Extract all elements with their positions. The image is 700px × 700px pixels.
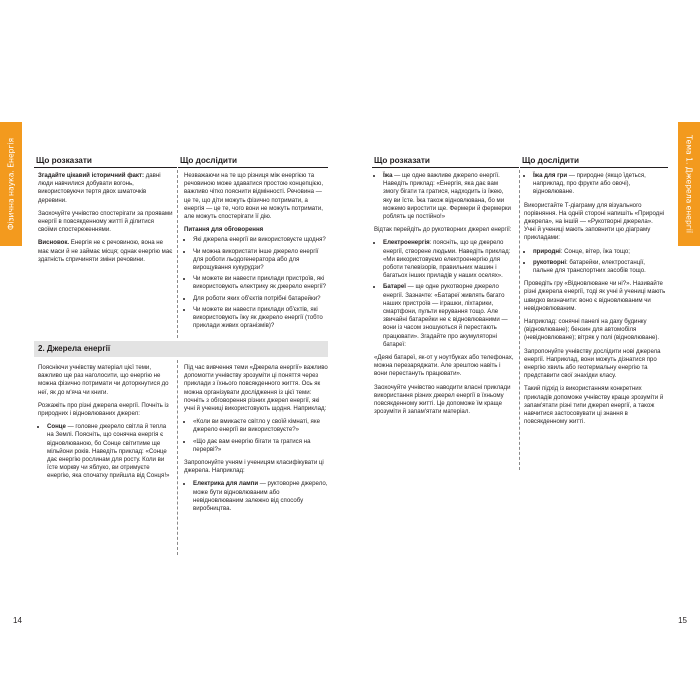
left-block2-col1 <box>38 364 173 486</box>
list-item: • Їжа — ще одне важливе джерело енергії. Наведіть приклад: «Енергія, яка дає вам змогу бігати та гратися, надходить із їжею, яку ви їсте. Їжа також відновлювана, бо ми можемо виростити ще. Фермери й фермерки роблять це постійно!» <box>383 172 514 221</box>
tdiagram-list <box>524 248 666 276</box>
list-item: • рукотворні: батарейки, електростанції, пальне для транспортних засобів тощо. <box>533 259 666 275</box>
list-item: • природні: Сонце, вітер, їжа тощо; <box>533 248 666 256</box>
column-divider <box>177 360 178 555</box>
paragraph: Заохочуйте учнівство спостерігати за проявами енергії в повсякденному житті й ділитися своїми спостереженнями. <box>38 209 173 234</box>
chapter-tab-right <box>678 122 700 246</box>
paragraph: Такий підхід із використанням конкретних прикладів допоможе учнівству краще зрозуміти й запам'ятати різні типи джерел енергії, а також навчитися застосовувати ці знання в повсякденному житті. <box>524 385 664 426</box>
column-header-explore: Що дослідити <box>520 154 668 168</box>
list-item: • Які джерела енергії ви використовуєте щодня? <box>193 236 328 244</box>
list-item: • Електроенергія: поясніть, що це джерело енергії, створене людьми. Наведіть приклад: «Ми використовуємо електроенергію для роботи телевізорів, правильних машин і багатьох інших приладів у наших оселях». <box>383 239 514 280</box>
list-item: • Їжа для гри — природне (якщо їдеться, наприклад, про фрукти або овочі), відновлюване. <box>533 172 666 197</box>
column-header-tell: Що розказати <box>34 154 177 168</box>
classify-list <box>184 480 328 513</box>
column-divider <box>519 170 520 470</box>
list-item: • Для роботи яких об'єктів потрібні батарейки? <box>193 295 328 303</box>
paragraph: «Деякі батареї, як-от у ноутбуках або телефонах, можна перезаряджати. Але зрештою навіть і вони перестануть працювати». <box>374 354 514 378</box>
list-item: • Чи можете ви навести приклади об'єктів, які використовують їжу як джерело енергії (тобто приклади живих організмів)? <box>193 306 328 331</box>
source-list <box>38 423 173 480</box>
list-item: • Сонце — головне джерело світла й тепла на Землі. Поясніть, що сонячна енергія є відновлюваною, бо Сонце світитиме ще мільйони років. Наведіть приклад: «Сонце дає енергію рослинам для росту. Коли ви їсте моркву чи яблуко, ви отримуєте енергію, яка спочатку прийшла від Сонця!» <box>47 423 173 480</box>
page-number-left: 14 <box>13 616 22 625</box>
question-list <box>184 418 328 454</box>
example-list <box>524 172 666 197</box>
left-block1-col2 <box>184 172 328 335</box>
left-block2-col2 <box>184 364 328 518</box>
list-item: • Батареї — ще одне рукотворне джерело енергії. Зазначте: «Батареї живлять багато наших пристроїв — іграшки, ліхтарики, смартфони, пульти керування тощо. Але звичайні батарейки не є відновлюваними — вони із часом зношуються й перестають працювати». Згадайте про акумуляторні батареї: <box>383 283 514 349</box>
paragraph: Запропонуйте учнівству дослідити нові джерела енергії. Наприклад, вони можуть дізнатися про енергію хвиль або геотермальну енергію та представити свої знахідки класу. <box>524 347 661 380</box>
paragraph: Використайте Т-діаграму для візуального порівняння. На одній стороні напишіть «Природні джерела», на іншій — «Рукотворні джерела». Учні й учениці мають заповнити цю діаграму прикладами: <box>524 201 665 242</box>
page-number-right: 15 <box>678 616 687 625</box>
chapter-tab-label: Тема 1. Джерела енергії <box>684 135 694 233</box>
paragraph: Згадайте цікавий історичний факт: давні люди навчилися добувати вогонь, використовуючи тертя двох шматочків деревини. <box>38 172 161 204</box>
paragraph: Розкажіть про різні джерела енергії. Почніть із природних і відновлюваних джерел: <box>38 401 169 418</box>
paragraph: Проведіть гру «Відновлюване чи ні?». Називайте різні джерела енергії, тоді як учні й учениці мають швидко визначити: воно є відновлюваним чи невідновлюваним. <box>524 280 666 312</box>
paragraph: Висновок. Енергія не є речовиною, вона не має маси й не займає місця; однак енергію має здатність спричиняти зміни речовини. <box>38 239 173 263</box>
paragraph: Запропонуйте учням і ученицям класифікувати ці джерела. Наприклад: <box>184 459 324 475</box>
list-item: • Чи можете ви навести приклади пристроїв, які використовують електрику як джерело енергії? <box>193 275 328 291</box>
chapter-tab-label: Фізична наука. Енергія <box>6 137 16 231</box>
list-item: • «Що дає вам енергію бігати та гратися на перерві?» <box>193 438 328 454</box>
column-header-explore: Що дослідити <box>178 154 328 168</box>
paragraph: Поясніючи учнівству матеріал цієї теми, важливо ще раз наголосити, що енергію не можна фізично потримати чи доторкнутися до неї, як до м'яча чи книги. <box>38 364 169 396</box>
list-item: • Електрика для лампи — руктоворне джерело, може бути відновлюваним або невідновлюваним залежно від способу виробництва. <box>193 480 328 513</box>
section-title-bar: 2. Джерела енергії <box>34 341 328 357</box>
paragraph: Під час вивчення теми «Джерела енергії» важливо допомогти учнівству зрозуміти ці поняття через приклади з їхнього повсякденного життя. Ось як можна організувати дослідження із цієї теми: почніть з обговорення різних джерел енергії, які учні й учениці використовують щодня. Наприклад: <box>184 364 328 413</box>
right-col2 <box>524 172 666 431</box>
discussion-subheading: Питання для обговорення <box>184 226 264 234</box>
chapter-tab-left <box>0 122 22 246</box>
paragraph: Незважаючи на те що різниця між енергією та речовиною може здаватися простою концепцією, важливо чітко пояснити відмінності. Речовина — це те, що діти можуть фізично потримати, а енергія — це те, чого вони не можуть потримати, але можуть спостерігати її дію. <box>184 172 324 221</box>
left-block1-col1 <box>38 172 173 269</box>
list-item: • «Коли ви вмикаєте світло у своїй кімнаті, яке джерело енергії ви використовуєте?» <box>193 418 328 434</box>
list-item: • Чи можна використати інше джерело енергії для роботи льодогенератора або для вирощування кукурудзи? <box>193 248 328 273</box>
column-divider <box>177 170 178 338</box>
manmade-list <box>374 239 514 349</box>
discussion-list <box>184 236 328 330</box>
paragraph: Заохочуйте учнівство наводити власні приклади використання різних джерел енергії в їхньому повсякденному житті. Це допоможе їм краще зрозуміти й запам'ятати матеріал. <box>374 383 511 416</box>
column-header-tell: Що розказати <box>372 154 519 168</box>
right-col1 <box>374 172 514 421</box>
paragraph: Наприклад: сонячні панелі на даху будинку (відновлюване); бензин для автомобіля (невідновлюване); вітряк у полі (відновлюване). <box>524 318 660 342</box>
paragraph: Відтак перейдіть до рукотворних джерел енергії: <box>374 226 512 234</box>
source-list <box>374 172 514 221</box>
